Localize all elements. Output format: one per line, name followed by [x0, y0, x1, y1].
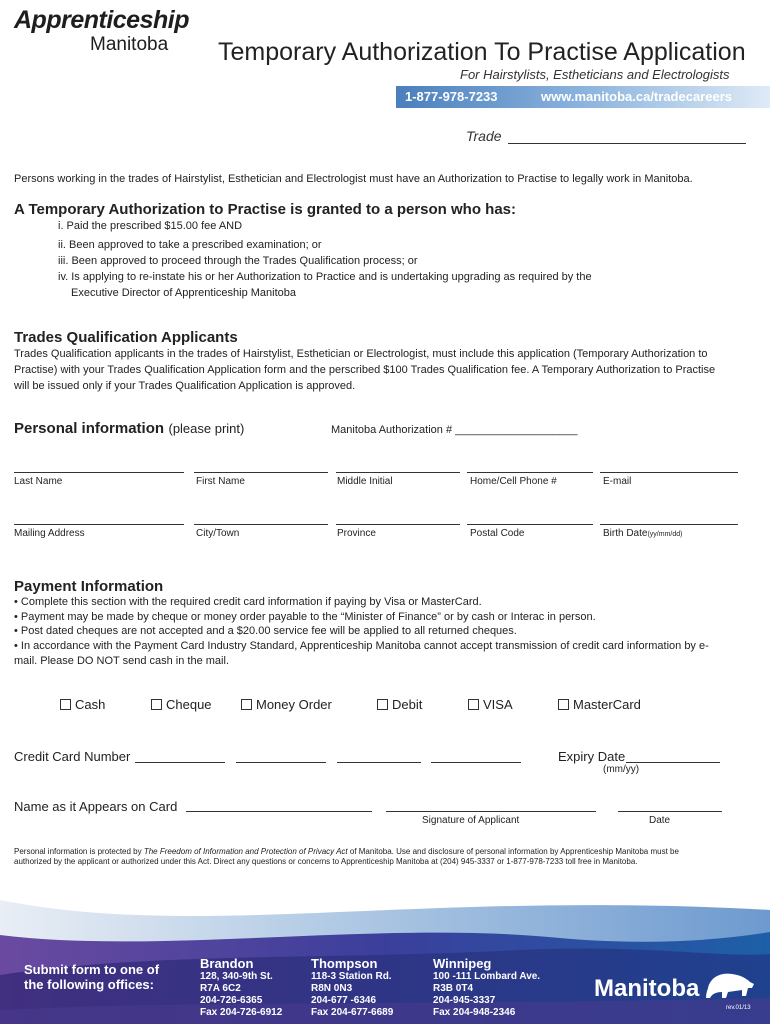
- tq-text: Practise) with your Trades Qualification Application form and the perscribed $100 Trades Qualification fee. A Temporary Authorization to Practise: [14, 364, 716, 376]
- postal-code-label: Postal Code: [470, 528, 525, 539]
- checkbox-icon[interactable]: [241, 699, 252, 710]
- privacy-text: of Manitoba. Use and disclosure of personal information by Apprenticeship Manitoba must be: [347, 847, 679, 856]
- office-line: 118-3 Station Rd.: [311, 971, 392, 982]
- checkbox-icon[interactable]: [377, 699, 388, 710]
- office-line: R3B 0T4: [433, 983, 474, 994]
- tq-text: will be issued only if your Trades Qualification Application is approved.: [14, 380, 356, 392]
- option-visa[interactable]: [468, 697, 513, 712]
- privacy-notice-line1: [14, 847, 679, 856]
- birth-date-text: Birth Date: [603, 528, 648, 539]
- trade-field[interactable]: [508, 143, 746, 144]
- name-on-card-label: Name as it Appears on Card: [14, 799, 178, 814]
- phone-label: Home/Cell Phone #: [470, 476, 557, 487]
- trade-label: Trade: [466, 128, 502, 144]
- option-label: Cash: [75, 697, 106, 712]
- office-line: 128, 340-9th St.: [200, 971, 273, 982]
- personal-heading: Personal information: [14, 420, 165, 437]
- office-line: Fax 204-726-6912: [200, 1007, 283, 1018]
- payment-bullet: • In accordance with the Payment Card Industry Standard, Apprenticeship Manitoba cannot accept transmission of credit card information by e-: [14, 640, 709, 652]
- birth-date-label: [603, 528, 682, 539]
- first-name-label: First Name: [196, 476, 245, 487]
- last-name-label: Last Name: [14, 476, 63, 487]
- city-label: City/Town: [196, 528, 240, 539]
- phone-number: 1-877-978-7233: [405, 89, 498, 104]
- last-name-field[interactable]: [14, 472, 184, 473]
- cc-part-3-field[interactable]: [337, 762, 421, 763]
- payment-bullet: • Post dated cheques are not accepted and a $20.00 service fee will be applied to all returned cheques.: [14, 625, 517, 637]
- mailing-address-field[interactable]: [14, 524, 184, 525]
- signature-field[interactable]: [386, 811, 596, 812]
- office-line: 204-677 -6346: [311, 995, 377, 1006]
- manitoba-wordmark: Manitoba: [594, 975, 700, 1002]
- middle-initial-field[interactable]: [336, 472, 460, 473]
- date-field[interactable]: [618, 811, 722, 812]
- option-label: MasterCard: [573, 697, 641, 712]
- privacy-text: Personal information is protected by: [14, 847, 144, 856]
- cc-part-2-field[interactable]: [236, 762, 326, 763]
- submit-instructions: [24, 962, 159, 992]
- granted-item: i. Paid the prescribed $15.00 fee AND: [58, 220, 243, 232]
- office-line: R7A 6C2: [200, 983, 241, 994]
- option-mastercard[interactable]: [558, 697, 641, 712]
- office-line: 204-726-6365: [200, 995, 263, 1006]
- option-label: Cheque: [166, 697, 212, 712]
- first-name-field[interactable]: [194, 472, 328, 473]
- checkbox-icon[interactable]: [558, 699, 569, 710]
- page-subtitle: For Hairstylists, Estheticians and Electrologists: [460, 67, 730, 82]
- tq-heading: Trades Qualification Applicants: [14, 329, 238, 346]
- logo-apprenticeship: Apprenticeship: [14, 6, 189, 34]
- option-label: Debit: [392, 697, 423, 712]
- office-line: 204-945-3337: [433, 995, 496, 1006]
- office-city: Winnipeg: [433, 956, 492, 971]
- office-line: R8N 0N3: [311, 983, 353, 994]
- office-line: Fax 204-677-6689: [311, 1007, 394, 1018]
- phone-field[interactable]: [467, 472, 593, 473]
- date-label: Date: [649, 815, 671, 826]
- granted-item: iv. Is applying to re-instate his or her Authorization to Practice and is undertaking upgrading as required by the: [58, 271, 592, 283]
- option-label: VISA: [483, 697, 513, 712]
- website-link[interactable]: www.manitoba.ca/tradecareers: [541, 89, 732, 104]
- expiry-label: Expiry Date: [558, 749, 626, 764]
- birth-date-format: (yy/mm/dd): [647, 531, 683, 538]
- payment-bullet: mail. Please DO NOT send cash in the mail.: [14, 655, 229, 667]
- office-line: Fax 204-948-2346: [433, 1007, 516, 1018]
- option-cheque[interactable]: [151, 697, 212, 712]
- payment-heading: Payment Information: [14, 578, 164, 595]
- option-debit[interactable]: [377, 697, 422, 712]
- revision-code: rev.01/13: [726, 1005, 751, 1011]
- office-brandon: [200, 956, 282, 1019]
- privacy-notice-line2: authorized by the applicant or authorized under this Act. Direct any questions or concerns to Apprenticeship Manitoba at (204) 945-3337 or 1-877-978-7233 toll free in Manitoba.: [14, 857, 638, 866]
- option-cash[interactable]: [60, 697, 105, 712]
- postal-code-field[interactable]: [467, 524, 593, 525]
- checkbox-icon[interactable]: [151, 699, 162, 710]
- payment-bullet: • Complete this section with the required credit card information if paying by Visa or MasterCard.: [14, 596, 482, 608]
- page-title: Temporary Authorization To Practise Application: [218, 38, 746, 66]
- credit-card-label: Credit Card Number: [14, 749, 131, 764]
- personal-heading-wrap: [14, 420, 244, 438]
- office-line: 100 -111 Lombard Ave.: [433, 971, 541, 982]
- cc-part-4-field[interactable]: [431, 762, 521, 763]
- granted-heading: A Temporary Authorization to Practise is granted to a person who has:: [14, 201, 517, 218]
- checkbox-icon[interactable]: [468, 699, 479, 710]
- granted-item: Executive Director of Apprenticeship Manitoba: [71, 287, 297, 299]
- intro-text: Persons working in the trades of Hairstylist, Esthetician and Electrologist must have an Authorization to Practise to legally work in Manitoba.: [14, 173, 693, 185]
- submit-line: Submit form to one of: [24, 962, 160, 977]
- name-on-card-field[interactable]: [186, 811, 372, 812]
- logo-manitoba: Manitoba: [90, 34, 169, 55]
- office-thompson: [311, 956, 393, 1019]
- cc-part-1-field[interactable]: [135, 762, 225, 763]
- birth-date-field[interactable]: [600, 524, 738, 525]
- office-winnipeg: [433, 956, 540, 1019]
- email-label: E-mail: [603, 476, 632, 487]
- option-label: Money Order: [256, 697, 332, 712]
- tq-text: Trades Qualification applicants in the trades of Hairstylist, Esthetician or Electrologist, must include this application (Temporary Authorization to: [14, 348, 708, 360]
- authorization-number-field[interactable]: Manitoba Authorization # ____________________: [331, 424, 578, 436]
- mailing-address-label: Mailing Address: [14, 528, 85, 539]
- city-field[interactable]: [194, 524, 328, 525]
- granted-item: iii. Been approved to proceed through the Trades Qualification process; or: [58, 255, 418, 267]
- expiry-field[interactable]: [626, 762, 720, 763]
- office-city: Thompson: [311, 956, 378, 971]
- personal-heading-note: (please print): [168, 421, 245, 436]
- privacy-act-name: The Freedom of Information and Protection of Privacy Act: [143, 847, 348, 856]
- office-city: Brandon: [200, 956, 254, 971]
- middle-initial-label: Middle Initial: [337, 476, 393, 487]
- payment-bullet: • Payment may be made by cheque or money order payable to the “Minister of Finance” or by cash or Interac in person.: [14, 611, 596, 623]
- submit-line: the following offices:: [24, 977, 154, 992]
- bison-icon: [704, 966, 756, 1004]
- checkbox-icon[interactable]: [60, 699, 71, 710]
- email-field[interactable]: [600, 472, 738, 473]
- province-field[interactable]: [336, 524, 460, 525]
- expiry-format: (mm/yy): [603, 764, 640, 775]
- granted-item: ii. Been approved to take a prescribed examination; or: [58, 239, 322, 251]
- signature-label: Signature of Applicant: [422, 815, 520, 826]
- option-money-order[interactable]: [241, 697, 332, 712]
- province-label: Province: [337, 528, 376, 539]
